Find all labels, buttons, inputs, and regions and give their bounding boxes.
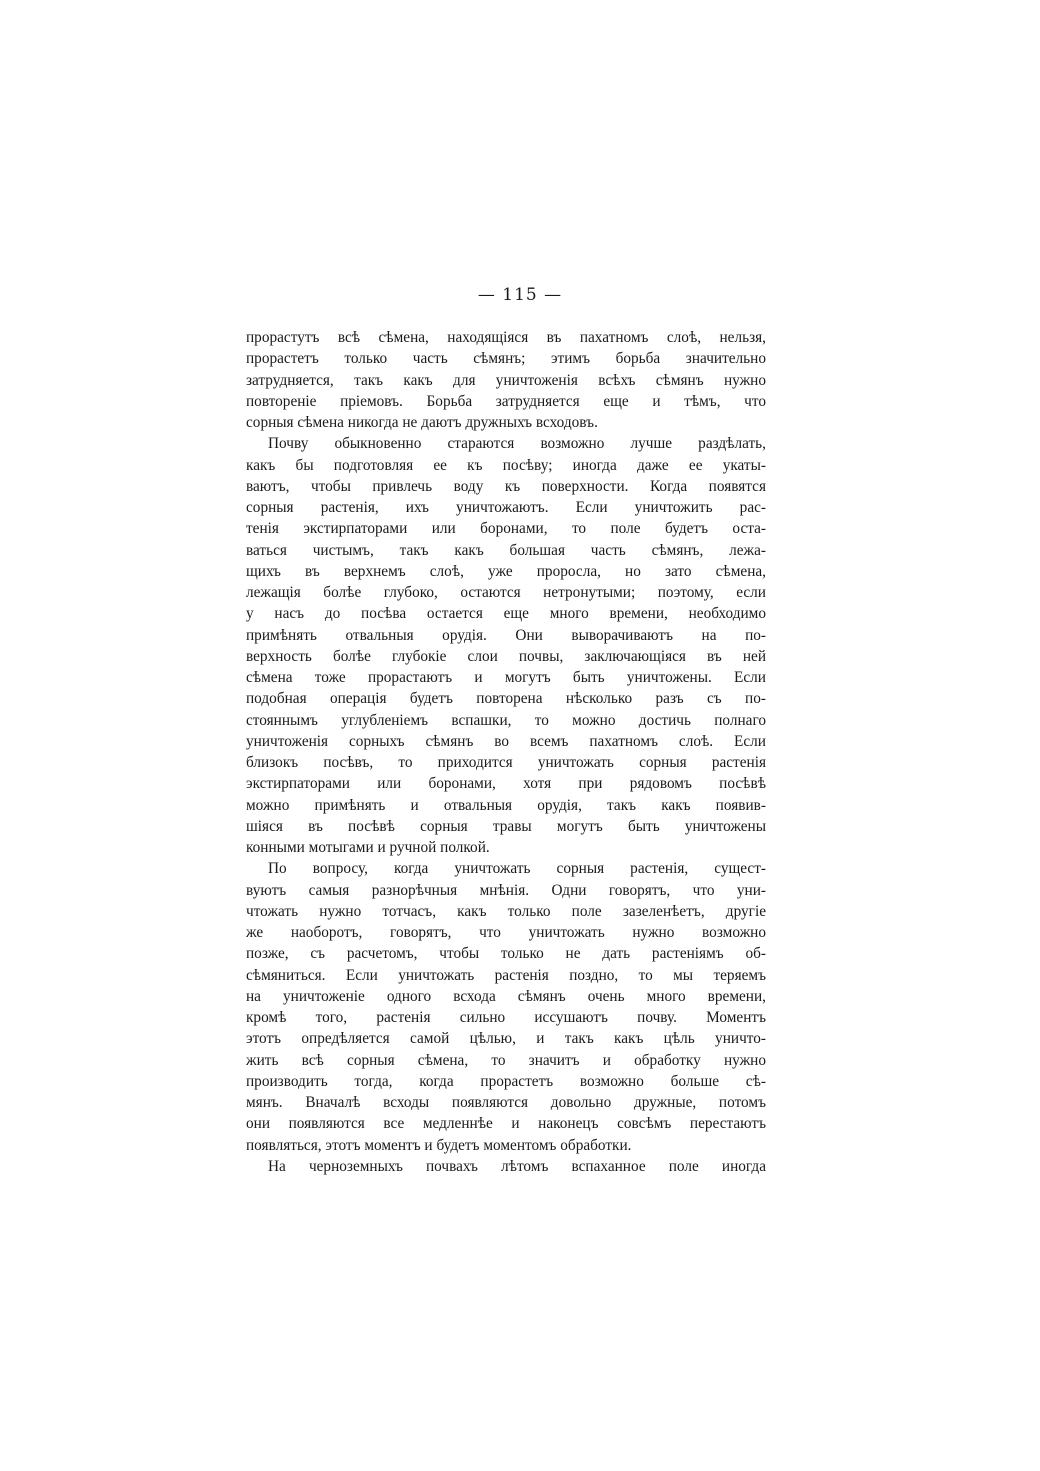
text-line: ваютъ, чтобы привлечь воду къ поверхности. Когда появятся (246, 477, 766, 495)
text-line: верхность болѣе глубокіе слои почвы, заключающіяся въ ней (246, 647, 766, 665)
text-line: уничтоженія сорныхъ сѣмянъ во всемъ пахатномъ слоѣ. Если (246, 732, 766, 750)
text-line: сорныя растенія, ихъ уничтожаютъ. Если уничтожить рас- (246, 499, 766, 516)
text-line: На черноземныхъ почвахъ лѣтомъ вспаханное поле иногда (268, 1157, 766, 1175)
text-line: прорастетъ только часть сѣмянъ; этимъ борьба значительно (246, 350, 766, 368)
text-line: позже, съ расчетомъ, чтобы только не дать растеніямъ об- (246, 945, 766, 963)
text-line: можно примѣнять и отвальныя орудія, такъ какъ появив- (246, 796, 766, 814)
paragraph (246, 1156, 766, 1177)
text-line: ваться чистымъ, такъ какъ большая часть сѣмянъ, лежа- (246, 541, 766, 559)
text-line: подобная операція будетъ повторена нѣсколько разъ съ по- (246, 690, 766, 708)
text-line: кромѣ того, растенія сильно иссушаютъ почву. Моментъ (246, 1009, 766, 1026)
paragraph (246, 327, 766, 433)
text-line: лежащія болѣе глубоко, остаются нетронутыми; поэтому, если (246, 584, 766, 601)
text-line: у насъ до посѣва остается еще много времени, необходимо (246, 605, 766, 623)
text-line: шіяся въ посѣвѣ сорныя травы могутъ быть уничтожены (246, 817, 766, 835)
text-line: какъ бы подготовляя ее къ посѣву; иногда даже ее укаты- (246, 456, 766, 474)
text-line: сорныя сѣмена никогда не даютъ дружныхъ всходовъ. (246, 414, 598, 431)
text-line: щихъ въ верхнемъ слоѣ, уже проросла, но зато сѣмена, (246, 562, 766, 580)
text-line: же наоборотъ, говорятъ, что уничтожать нужно возможно (246, 924, 766, 941)
text-line: Почву обыкновенно стараются возможно лучше раздѣлать, (268, 435, 766, 453)
text-line: чтожать нужно тотчасъ, какъ только поле зазеленѣетъ, другіе (246, 902, 766, 920)
text-line: экстирпаторами или боронами, хотя при рядовомъ посѣвѣ (246, 775, 766, 793)
text-line: примѣнять отвальныя орудія. Они выворачиваютъ на по- (246, 626, 766, 644)
text-line: По вопросу, когда уничтожать сорныя растенія, сущест- (268, 860, 766, 878)
text-line: стояннымъ углубленіемъ вспашки, то можно достичь полнаго (246, 711, 766, 729)
text-line: мянъ. Вначалѣ всходы появляются довольно дружные, потомъ (246, 1094, 766, 1111)
text-line: они появляются все медленнѣе и наконецъ совсѣмъ перестаютъ (246, 1115, 766, 1133)
text-line: прорастутъ всѣ сѣмена, находящіяся въ пахатномъ слоѣ, нельзя, (246, 329, 766, 346)
text-line: производить тогда, когда прорастетъ возможно больше сѣ- (246, 1072, 766, 1090)
paragraph (246, 433, 766, 858)
text-line: вуютъ самыя разнорѣчныя мнѣнія. Одни говорятъ, что уни- (246, 881, 766, 899)
text-line: сѣмена тоже прорастаютъ и могутъ быть уничтожены. Если (246, 669, 766, 686)
text-line: конными мотыгами и ручной полкой. (246, 839, 490, 856)
text-line: тенія экстирпаторами или боронами, то поле будетъ оста- (246, 520, 766, 538)
text-line: повтореніе пріемовъ. Борьба затрудняется еще и тѣмъ, что (246, 392, 766, 410)
paragraph (246, 858, 766, 1156)
text-line: затрудняется, такъ какъ для уничтоженія всѣхъ сѣмянъ нужно (246, 371, 766, 389)
text-line: появляться, этотъ моментъ и будетъ моментомъ обработки. (246, 1136, 632, 1154)
page-number: — 115 — (477, 285, 563, 305)
text-line: близокъ посѣвъ, то приходится уничтожать сорныя растенія (246, 754, 766, 771)
text-line: жить всѣ сорныя сѣмена, то значитъ и обработку нужно (246, 1051, 766, 1069)
body-text (246, 327, 766, 1177)
text-line: на уничтоженіе одного всхода сѣмянъ очень много времени, (246, 987, 766, 1005)
text-line: этотъ опредѣляется самой цѣлью, и такъ какъ цѣль уничто- (246, 1030, 766, 1048)
text-line: сѣмяниться. Если уничтожать растенія поздно, то мы теряемъ (246, 966, 766, 984)
